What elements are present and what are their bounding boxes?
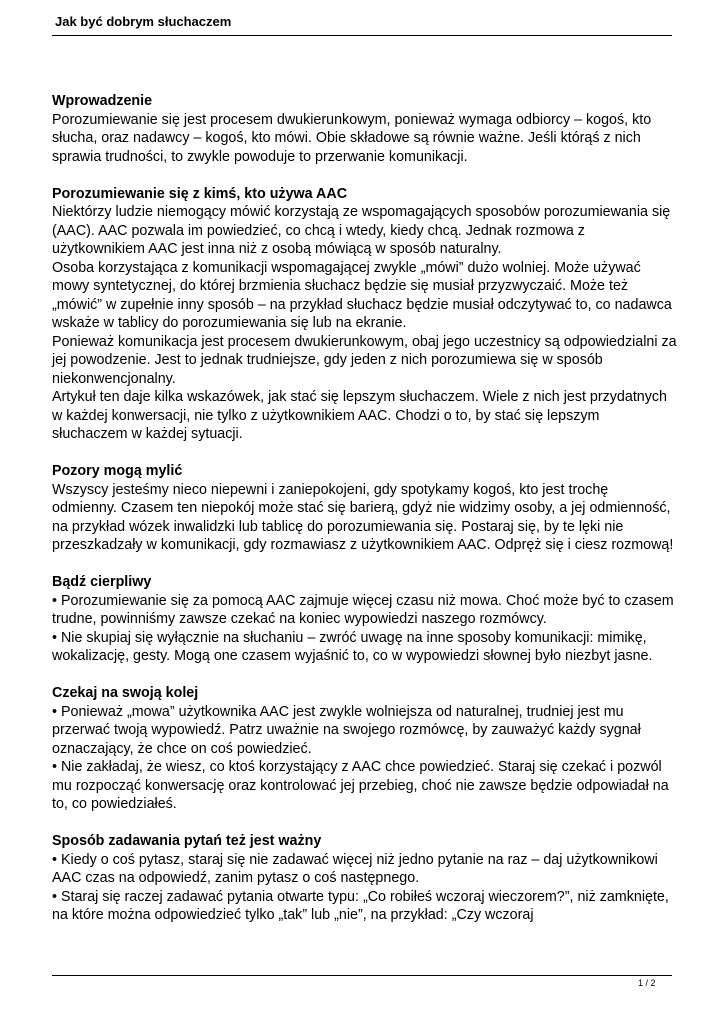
bullet-item: • Ponieważ „mowa” użytkownika AAC jest zwykle wolniejsza od naturalnej, trudniej jest mu przerwać twoją wypowiedź. Patrz uważnie na swojego rozmówcę, by zauważyć każdy sygnał oznaczający, że chce on coś powiedzieć.: [52, 703, 641, 757]
paragraph: Ponieważ komunikacja jest procesem dwukierunkowym, obaj jego uczestnicy są odpowiedzialni za jej powodzenie. Jest to jednak trudniejsze, gdy jeden z nich porozumiewa się w sposób niekonwencjonalny.: [52, 333, 677, 387]
paragraph: Artykuł ten daje kilka wskazówek, jak stać się lepszym słuchaczem. Wiele z nich jest przydatnych w każdej konwersacji, nie tylko z użytkownikiem AAC. Chodzi o to, by stać się lepszym słuchaczem w każdej sytuacji.: [52, 389, 667, 442]
section-heading: Sposób zadawania pytań też jest ważny: [52, 833, 322, 849]
section-heading: Bądź cierpliwy: [52, 574, 152, 590]
footer-divider: [52, 975, 672, 976]
section-heading: Porozumiewanie się z kimś, kto używa AAC: [52, 185, 348, 202]
paragraph: Osoba korzystająca z komunikacji wspomagającej zwykle „mówi” dużo wolniej. Może używać mowy syntetycznej, do której brzmienia słuchacz będzie się musiał przyzwyczaić. Może też „mówić” w zupełnie inny sposób – na przykład słuchacz będzie musiał odczytywać to, co nadawca wskaże w tablicy do porozumiewania się lub na ekranie.: [52, 259, 672, 331]
section-aac-communication: [52, 185, 677, 444]
section-wait-your-turn: [52, 684, 677, 814]
section-heading: Pozory mogą mylić: [52, 463, 183, 479]
section-heading: Czekaj na swoją kolej: [52, 685, 199, 701]
bullet-item: • Nie zakładaj, że wiesz, co ktoś korzystający z AAC chce powiedzieć. Staraj się czekać i pozwól mu rozpocząć konwersację oraz kontrolować jej przebieg, choć nie zawsze będzie odpowiadał na to, co powiedziałeś.: [52, 759, 669, 812]
header-divider: [52, 35, 672, 36]
document-body: [52, 92, 677, 943]
bullet-item: • Kiedy o coś pytasz, staraj się nie zadawać więcej niż jedno pytanie na raz – daj użytkownikowi AAC czas na odpowiedź, zanim pytasz o coś następnego.: [52, 851, 658, 886]
bullet-item: • Porozumiewanie się za pomocą AAC zajmuje więcej czasu niż mowa. Choć może być to czasem trudne, powinniśmy zawsze czekać na koniec wypowiedzi naszego rozmówcy.: [52, 592, 674, 627]
bullet-item: • Staraj się raczej zadawać pytania otwarte typu: „Co robiłeś wczoraj wieczorem?”, niż zamknięte, na które można odpowiedzieć tylko „tak” lub „nie”, na przykład: „Czy wczoraj: [52, 888, 669, 923]
paragraph: Niektórzy ludzie niemogący mówić korzystają ze wspomagających sposobów porozumiewania się (AAC). AAC pozwala im powiedzieć, co chcą i wtedy, kiedy chcą. Jednak rozmowa z użytkownikiem AAC jest inna niż z osobą mówiącą w sposób naturalny.: [52, 204, 671, 257]
section-be-patient: [52, 573, 677, 666]
page-number: 1 / 2: [638, 978, 656, 988]
document-title: Jak być dobrym słuchaczem: [55, 14, 232, 29]
section-introduction: [52, 92, 677, 166]
section-heading: Wprowadzenie: [52, 93, 153, 109]
section-appearances: [52, 462, 677, 555]
section-asking-questions: [52, 832, 677, 925]
paragraph: Wszyscy jesteśmy nieco niepewni i zaniepokojeni, gdy spotykamy kogoś, kto jest trochę odmienny. Czasem ten niepokój może stać się barierą, gdyż nie widzimy osoby, a jej odmienność, na przykład wózek inwalidzki lub tablicę do porozumiewania się. Postaraj się, by te lęki nie przeszkadzały w komunikacji, gdy rozmawiasz z użytkownikiem AAC. Odpręż się i ciesz rozmową!: [52, 481, 674, 553]
paragraph: Porozumiewanie się jest procesem dwukierunkowym, ponieważ wymaga odbiorcy – kogoś, kto słucha, oraz nadawcy – kogoś, kto mówi. Obie składowe są równie ważne. Jeśli którąś z nich sprawia trudności, to zwykle powoduje to przerwanie komunikacji.: [52, 111, 652, 165]
bullet-item: • Nie skupiaj się wyłącznie na słuchaniu – zwróć uwagę na inne sposoby komunikacji: mimikę, wokalizację, gesty. Mogą one czasem wyjaśnić to, co w wypowiedzi słownej było niezbyt jasne.: [52, 629, 653, 664]
